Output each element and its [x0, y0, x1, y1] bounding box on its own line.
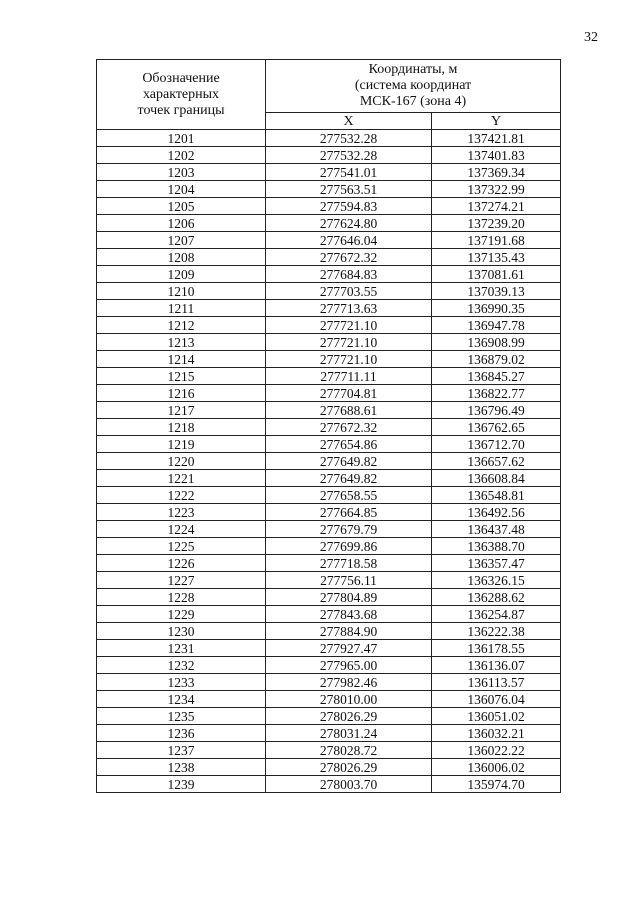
table-row	[97, 130, 561, 147]
y-coordinate-cell: 136822.77	[432, 385, 561, 402]
x-coordinate-cell: 277804.89	[266, 589, 432, 606]
table-row	[97, 436, 561, 453]
table-row	[97, 606, 561, 623]
y-coordinate-cell: 136608.84	[432, 470, 561, 487]
point-id-cell: 1221	[97, 470, 266, 487]
header-coords-line3: МСК-167 (зона 4)	[359, 94, 467, 109]
y-coordinate-cell: 136326.15	[432, 572, 561, 589]
y-coordinate-cell: 137369.34	[432, 164, 561, 181]
x-coordinate-cell: 277672.32	[266, 419, 432, 436]
table-row	[97, 164, 561, 181]
table-header	[97, 60, 561, 130]
y-coordinate-cell: 136136.07	[432, 657, 561, 674]
table-row	[97, 657, 561, 674]
x-coordinate-cell: 277843.68	[266, 606, 432, 623]
point-id-cell: 1211	[97, 300, 266, 317]
table-row	[97, 232, 561, 249]
x-coordinate-cell: 277658.55	[266, 487, 432, 504]
header-points-line2: характерных	[142, 86, 220, 102]
header-coordinates	[266, 60, 561, 113]
table-row	[97, 725, 561, 742]
y-coordinate-cell: 136657.62	[432, 453, 561, 470]
x-coordinate-cell: 277721.10	[266, 334, 432, 351]
x-coordinate-cell: 277718.58	[266, 555, 432, 572]
point-id-cell: 1223	[97, 504, 266, 521]
x-coordinate-cell: 277532.28	[266, 130, 432, 147]
x-coordinate-cell: 277982.46	[266, 674, 432, 691]
x-coordinate-cell: 277646.04	[266, 232, 432, 249]
header-points-line3: точек границы	[137, 102, 225, 118]
table-row	[97, 402, 561, 419]
table-row	[97, 147, 561, 164]
y-coordinate-cell: 136076.04	[432, 691, 561, 708]
table-row	[97, 487, 561, 504]
point-id-cell: 1204	[97, 181, 266, 198]
table-row	[97, 266, 561, 283]
x-coordinate-cell: 277654.86	[266, 436, 432, 453]
x-coordinate-cell: 277711.11	[266, 368, 432, 385]
point-id-cell: 1225	[97, 538, 266, 555]
point-id-cell: 1236	[97, 725, 266, 742]
point-id-cell: 1227	[97, 572, 266, 589]
point-id-cell: 1220	[97, 453, 266, 470]
x-coordinate-cell: 277927.47	[266, 640, 432, 657]
point-id-cell: 1237	[97, 742, 266, 759]
point-id-cell: 1230	[97, 623, 266, 640]
point-id-cell: 1218	[97, 419, 266, 436]
point-id-cell: 1219	[97, 436, 266, 453]
page-number: 32	[584, 30, 598, 45]
point-id-cell: 1235	[97, 708, 266, 725]
x-coordinate-cell: 277699.86	[266, 538, 432, 555]
point-id-cell: 1226	[97, 555, 266, 572]
y-coordinate-cell: 136051.02	[432, 708, 561, 725]
header-coords-line1: Координаты, м	[368, 62, 458, 77]
y-coordinate-cell: 137322.99	[432, 181, 561, 198]
point-id-cell: 1209	[97, 266, 266, 283]
x-coordinate-cell: 277541.01	[266, 164, 432, 181]
y-coordinate-cell: 136222.38	[432, 623, 561, 640]
table-row	[97, 215, 561, 232]
table-row	[97, 555, 561, 572]
point-id-cell: 1206	[97, 215, 266, 232]
table-row	[97, 198, 561, 215]
x-coordinate-cell: 277704.81	[266, 385, 432, 402]
header-coords-line2: (система координат	[354, 78, 472, 93]
y-coordinate-cell: 136357.47	[432, 555, 561, 572]
y-coordinate-cell: 136022.22	[432, 742, 561, 759]
point-id-cell: 1202	[97, 147, 266, 164]
table-row	[97, 623, 561, 640]
table-row	[97, 521, 561, 538]
point-id-cell: 1231	[97, 640, 266, 657]
table-row	[97, 283, 561, 300]
table-row	[97, 470, 561, 487]
point-id-cell: 1207	[97, 232, 266, 249]
table-row	[97, 708, 561, 725]
x-coordinate-cell: 277688.61	[266, 402, 432, 419]
point-id-cell: 1210	[97, 283, 266, 300]
table-row	[97, 181, 561, 198]
y-coordinate-cell: 137039.13	[432, 283, 561, 300]
x-coordinate-cell: 277649.82	[266, 470, 432, 487]
x-coordinate-cell: 277664.85	[266, 504, 432, 521]
point-id-cell: 1213	[97, 334, 266, 351]
table-row	[97, 419, 561, 436]
point-id-cell: 1229	[97, 606, 266, 623]
y-coordinate-cell: 136990.35	[432, 300, 561, 317]
header-y: Y	[432, 113, 561, 130]
point-id-cell: 1239	[97, 776, 266, 793]
x-coordinate-cell: 278026.29	[266, 708, 432, 725]
x-coordinate-cell: 277684.83	[266, 266, 432, 283]
table-row	[97, 538, 561, 555]
point-id-cell: 1224	[97, 521, 266, 538]
y-coordinate-cell: 136254.87	[432, 606, 561, 623]
y-coordinate-cell: 136908.99	[432, 334, 561, 351]
y-coordinate-cell: 137239.20	[432, 215, 561, 232]
table-row	[97, 572, 561, 589]
x-coordinate-cell: 278003.70	[266, 776, 432, 793]
x-coordinate-cell: 277703.55	[266, 283, 432, 300]
y-coordinate-cell: 136178.55	[432, 640, 561, 657]
y-coordinate-cell: 137135.43	[432, 249, 561, 266]
point-id-cell: 1205	[97, 198, 266, 215]
point-id-cell: 1212	[97, 317, 266, 334]
x-coordinate-cell: 277672.32	[266, 249, 432, 266]
y-coordinate-cell: 135974.70	[432, 776, 561, 793]
y-coordinate-cell: 137081.61	[432, 266, 561, 283]
point-id-cell: 1232	[97, 657, 266, 674]
point-id-cell: 1228	[97, 589, 266, 606]
y-coordinate-cell: 136492.56	[432, 504, 561, 521]
point-id-cell: 1214	[97, 351, 266, 368]
x-coordinate-cell: 277679.79	[266, 521, 432, 538]
table-row	[97, 317, 561, 334]
y-coordinate-cell: 136288.62	[432, 589, 561, 606]
y-coordinate-cell: 136006.02	[432, 759, 561, 776]
x-coordinate-cell: 277721.10	[266, 317, 432, 334]
table-row	[97, 504, 561, 521]
y-coordinate-cell: 136712.70	[432, 436, 561, 453]
y-coordinate-cell: 136762.65	[432, 419, 561, 436]
x-coordinate-cell: 277563.51	[266, 181, 432, 198]
point-id-cell: 1238	[97, 759, 266, 776]
header-points-line1: Обозначение	[142, 70, 220, 86]
x-coordinate-cell: 277884.90	[266, 623, 432, 640]
y-coordinate-cell: 136947.78	[432, 317, 561, 334]
x-coordinate-cell: 278010.00	[266, 691, 432, 708]
y-coordinate-cell: 137191.68	[432, 232, 561, 249]
y-coordinate-cell: 136845.27	[432, 368, 561, 385]
x-coordinate-cell: 278026.29	[266, 759, 432, 776]
table-row	[97, 453, 561, 470]
table-row	[97, 589, 561, 606]
table-row	[97, 300, 561, 317]
table-row	[97, 742, 561, 759]
x-coordinate-cell: 277624.80	[266, 215, 432, 232]
table-body	[97, 130, 561, 793]
header-x: X	[266, 113, 432, 130]
table-row	[97, 640, 561, 657]
point-id-cell: 1201	[97, 130, 266, 147]
x-coordinate-cell: 277713.63	[266, 300, 432, 317]
point-id-cell: 1234	[97, 691, 266, 708]
y-coordinate-cell: 137421.81	[432, 130, 561, 147]
x-coordinate-cell: 277649.82	[266, 453, 432, 470]
x-coordinate-cell: 278028.72	[266, 742, 432, 759]
point-id-cell: 1203	[97, 164, 266, 181]
point-id-cell: 1233	[97, 674, 266, 691]
y-coordinate-cell: 136437.48	[432, 521, 561, 538]
table-row	[97, 759, 561, 776]
table-row	[97, 249, 561, 266]
coordinates-table	[96, 59, 561, 793]
table-row	[97, 385, 561, 402]
point-id-cell: 1208	[97, 249, 266, 266]
table-row	[97, 334, 561, 351]
point-id-cell: 1215	[97, 368, 266, 385]
x-coordinate-cell: 278031.24	[266, 725, 432, 742]
x-coordinate-cell: 277721.10	[266, 351, 432, 368]
y-coordinate-cell: 137274.21	[432, 198, 561, 215]
header-points	[97, 60, 266, 130]
x-coordinate-cell: 277532.28	[266, 147, 432, 164]
y-coordinate-cell: 136032.21	[432, 725, 561, 742]
x-coordinate-cell: 277756.11	[266, 572, 432, 589]
table-row	[97, 691, 561, 708]
table-row	[97, 351, 561, 368]
point-id-cell: 1222	[97, 487, 266, 504]
y-coordinate-cell: 136796.49	[432, 402, 561, 419]
point-id-cell: 1216	[97, 385, 266, 402]
table-row	[97, 674, 561, 691]
y-coordinate-cell: 136113.57	[432, 674, 561, 691]
table-row	[97, 368, 561, 385]
y-coordinate-cell: 137401.83	[432, 147, 561, 164]
y-coordinate-cell: 136879.02	[432, 351, 561, 368]
x-coordinate-cell: 277965.00	[266, 657, 432, 674]
y-coordinate-cell: 136388.70	[432, 538, 561, 555]
y-coordinate-cell: 136548.81	[432, 487, 561, 504]
x-coordinate-cell: 277594.83	[266, 198, 432, 215]
point-id-cell: 1217	[97, 402, 266, 419]
table-row	[97, 776, 561, 793]
